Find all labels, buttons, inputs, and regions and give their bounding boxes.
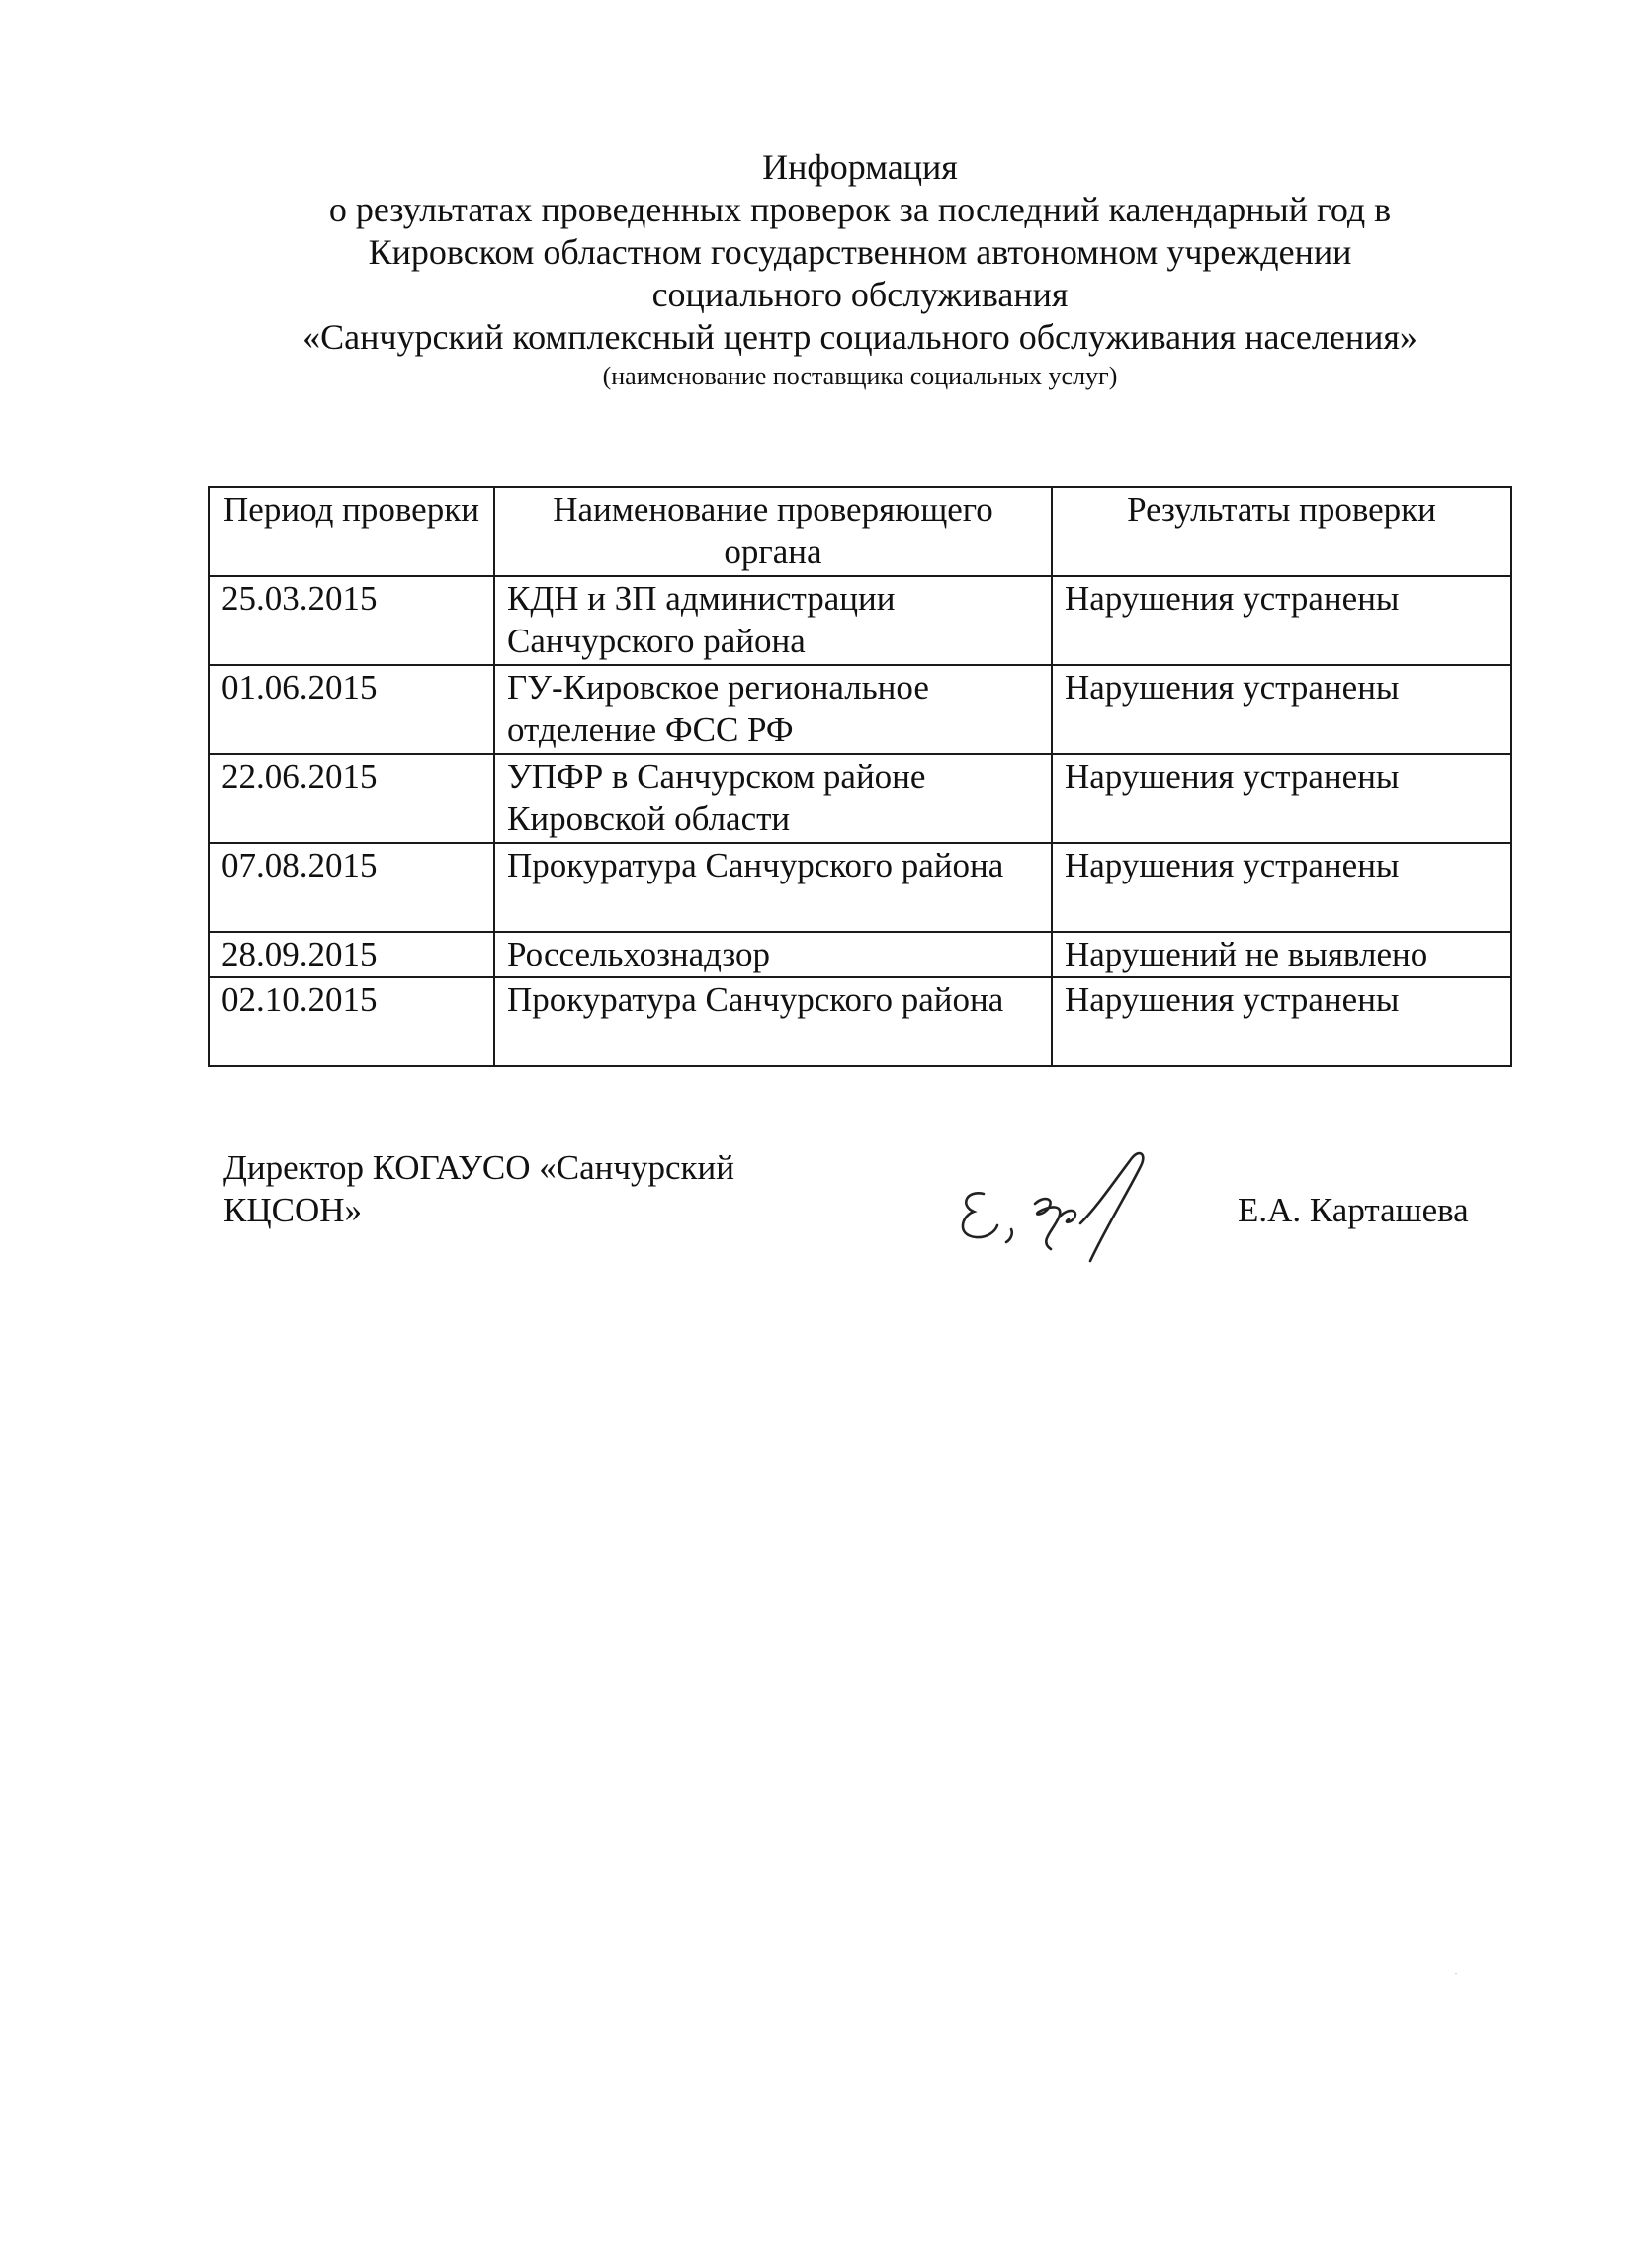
table-header-row <box>209 487 1511 576</box>
cell-period: 22.06.2015 <box>209 754 494 843</box>
header-line-1: о результатах проведенных проверок за последний календарный год в <box>328 190 1392 229</box>
column-header-organ: Наименование проверяющего органа <box>494 487 1052 576</box>
cell-result: Нарушения устранены <box>1052 754 1511 843</box>
cell-organ: УПФР в Санчурском районе Кировской области <box>494 754 1052 843</box>
cell-period: 25.03.2015 <box>209 576 494 665</box>
signatory-name: Е.А. Карташева <box>1238 1191 1469 1229</box>
cell-period: 28.09.2015 <box>209 932 494 977</box>
cell-period: 02.10.2015 <box>209 977 494 1066</box>
table-row <box>209 576 1511 665</box>
cell-result: Нарушения устранены <box>1052 843 1511 932</box>
handwritten-signature <box>944 1146 1181 1265</box>
cell-result: Нарушения устранены <box>1052 665 1511 754</box>
signatory-position <box>223 1146 734 1231</box>
cell-period: 07.08.2015 <box>209 843 494 932</box>
table-row <box>209 665 1511 754</box>
table-row <box>209 754 1511 843</box>
scan-speck <box>1455 1973 1457 1974</box>
table-row <box>209 932 1511 977</box>
header-line-2: Кировском областном государственном автономном учреждении <box>368 232 1352 272</box>
cell-organ: Прокуратура Санчурского района <box>494 977 1052 1066</box>
table-row <box>209 843 1511 932</box>
cell-organ: ГУ-Кировское региональное отделение ФСС РФ <box>494 665 1052 754</box>
signatory-position-line-2: КЦСОН» <box>223 1191 363 1229</box>
cell-period: 01.06.2015 <box>209 665 494 754</box>
cell-organ: КДН и ЗП администрации Санчурского района <box>494 576 1052 665</box>
column-header-result: Результаты проверки <box>1052 487 1511 576</box>
inspections-table <box>208 486 1512 1067</box>
column-header-period: Период проверки <box>209 487 494 576</box>
cell-result: Нарушения устранены <box>1052 576 1511 665</box>
header-line-4: «Санчурский комплексный центр социального обслуживания населения» <box>302 317 1417 357</box>
document-title: Информация <box>762 147 958 187</box>
table-row <box>209 977 1511 1066</box>
cell-result: Нарушений не выявлено <box>1052 932 1511 977</box>
header-line-3: социального обслуживания <box>651 275 1069 314</box>
cell-organ: Россельхознадзор <box>494 932 1052 977</box>
document-header <box>198 146 1522 394</box>
cell-organ: Прокуратура Санчурского района <box>494 843 1052 932</box>
header-subcaption: (наименование поставщика социальных услуг) <box>602 362 1118 390</box>
cell-result: Нарушения устранены <box>1052 977 1511 1066</box>
signatory-position-line-1: Директор КОГАУСО «Санчурский <box>223 1148 735 1187</box>
